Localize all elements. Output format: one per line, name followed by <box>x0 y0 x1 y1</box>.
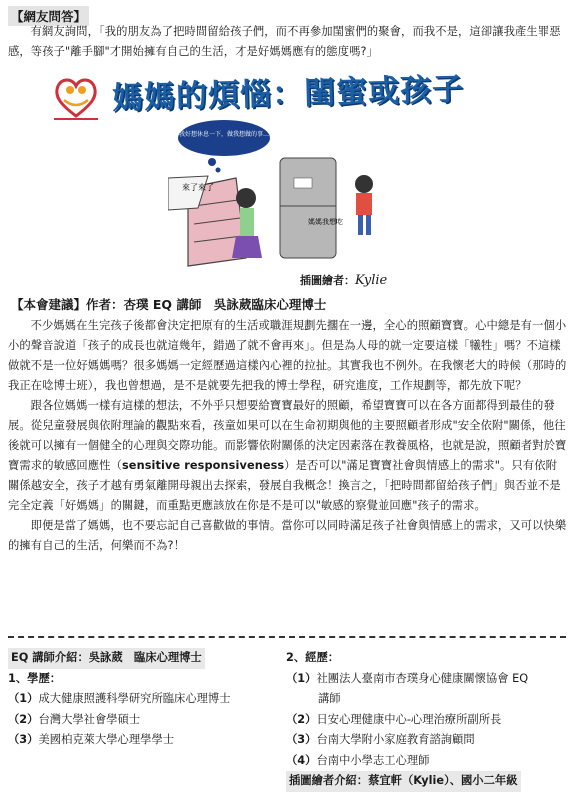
bio-left-header: EQ 講師介紹：吳詠葳 臨床心理博士 <box>8 648 205 669</box>
exp-title: 2、經歷： <box>286 651 340 664</box>
bio-right <box>286 648 570 792</box>
illustration-credit <box>300 272 387 288</box>
credit-label: 插圖繪者： <box>300 274 355 287</box>
advice-p2-b: ）是否可以"滿足寶寶社會與情感上的需求"。只有依附關係越安全，孩子才越有勇氣離開母親出去探索，發展自我概念！換言之，「把時間都留給孩子們」與否並不是完全定義「好媽媽」的關鍵，而重點更應該放在你是不是可以"敏感的察覺並回應"孩子的需求。 <box>8 459 561 512</box>
child-figure <box>355 175 373 193</box>
advice-header: 【本會建議】作者：杏璞 EQ 講師 吳詠葳臨床心理博士 <box>11 297 327 312</box>
edu-item: （1）成大健康照護科學研究所臨床心理博士 <box>8 692 231 705</box>
advice-p3: 即便是當了媽媽，也不要忘記自己喜歡做的事情。當你可以同時滿足孩子社會與情感上的需求，又可以快樂的擁有自己的生活，何樂而不為?！ <box>8 519 567 552</box>
door-note: 來了來了 <box>182 183 214 192</box>
thought-bubble <box>178 120 270 156</box>
exp-item: （4）台南中小學志工心理師 <box>286 753 430 767</box>
exp-item: （3）台南大學附小家庭教育諮詢顧問 <box>286 733 475 746</box>
section-divider <box>8 636 566 638</box>
edu-item: （3）美國柏克萊大學心理學學士 <box>8 733 175 746</box>
netfriend-question <box>8 22 568 62</box>
netfriend-header: 【網友問答】 <box>8 6 89 26</box>
fridge <box>280 158 336 258</box>
edu-title: 1、學歷： <box>8 671 62 685</box>
credit-name: Kylie <box>355 273 388 288</box>
edu-item: （2）台灣大學社會學碩士 <box>8 712 141 726</box>
illustrator-intro: 插圖繪者介紹：蔡宜軒（Kylie）、國小二年級 <box>286 771 521 792</box>
advice-p2 <box>8 396 568 516</box>
sensitive-responsiveness: sensitive responsiveness <box>121 459 285 472</box>
exp-item: （2）日安心理健康中心-心理治療所副所長 <box>286 712 502 726</box>
bubble-text: 我好想休息一下，做我想做的事… <box>178 131 270 138</box>
mom-figure <box>236 188 256 208</box>
exp-item-cont: 講師 <box>318 692 341 705</box>
illustration <box>168 118 408 268</box>
banner-title: 媽媽的煩惱：閨蜜或孩子 <box>111 71 465 117</box>
advice-p1: 不少媽媽在生完孩子後都會決定把原有的生活或職涯規劃先擱在一邊，全心的照顧寶寶。心中總是有一個小小的聲音說道「孩子的成長也就這幾年，錯過了就不會再來」。但是為人母的就一定要這樣「犧牲」嗎？不這樣做就不是一位好媽媽嗎？很多媽媽一定經歷過這樣內心裡的拉扯。其實我也不例外。在我懷老大的時候（那時的我正在唸博士班），我也曾想過，是不是就要先把我的博士學程，研究進度，工作規劃等，都先放下呢？ <box>8 319 567 392</box>
question-text: 有網友詢問，「我的朋友為了把時間留給孩子們，而不再參加閨蜜們的聚會，而我不是，這卻讓我產生罪惡感，等孩子"離手腳"才開始擁有自己的生活，才是好媽媽應有的態度嗎?」 <box>8 25 561 58</box>
fridge-note: 媽媽我想吃 <box>308 218 343 226</box>
association-logo <box>50 70 102 122</box>
advice-p2-a: 跟各位媽媽一樣有這樣的想法，不外乎只想要給寶寶最好的照顧，希望寶寶可以在各方面都得到最佳的發展。從兒童發展與依附理論的觀點來看，孩童如果可以在生命初期與他的主要照顧者形成"安全依附"關係，他往後就可以擁有一個健全的心理與交際功能。而影響依附關係的決定因素落在教養風格，也就是說，照顧者對於寶寶需求的敏感回應性（ <box>8 399 567 472</box>
exp-item: （1）社團法人臺南市杏璞身心健康關懷協會 EQ <box>286 671 529 685</box>
bio-left <box>8 648 278 751</box>
advice-body <box>8 316 568 556</box>
